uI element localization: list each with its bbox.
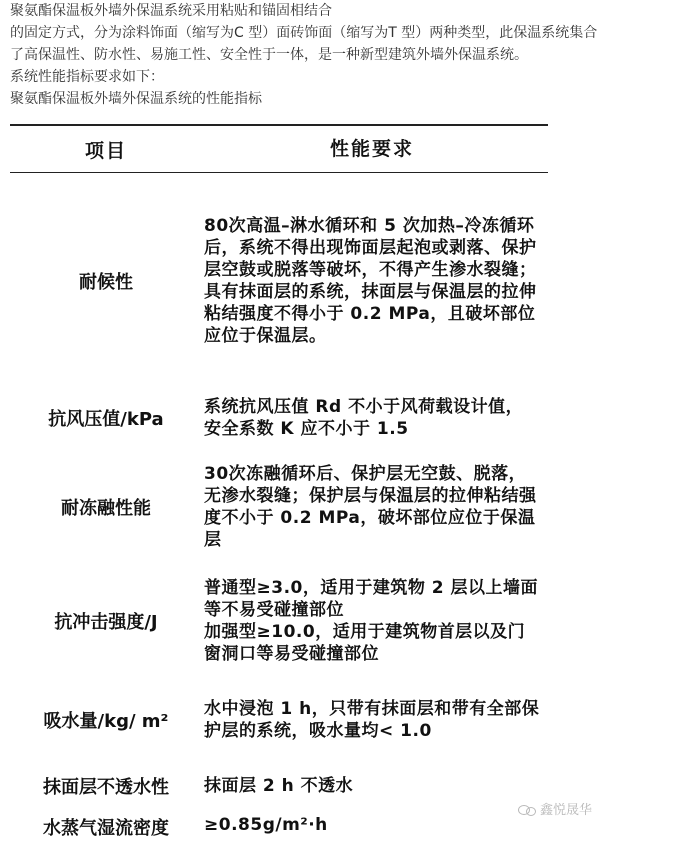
row-requirement: ≥0.85g/m²·h — [204, 815, 328, 835]
table-row — [10, 448, 548, 566]
table-row — [10, 808, 548, 854]
table-row — [10, 764, 548, 808]
row-item: 耐冻融性能 — [61, 498, 151, 519]
table-caption: 聚氨酯保温板外墙外保温系统的性能指标 — [10, 91, 262, 107]
row-requirement: 80次高温–淋水循环和 5 次加热–冷冻循环后，系统不得出现饰面层起泡或剥落、保护层空鼓或脱落等破坏，不得产生渗水裂缝；具有抹面层的系统，抹面层与保温层的拉伸粘结强度不得小于 0.2 MPa，且破坏部位应位于保温层。 — [204, 215, 537, 346]
row-requirement: 抹面层 2 h 不透水 — [204, 776, 354, 796]
row-item: 抗风压值/kPa — [48, 409, 164, 430]
intro-line: 了高保温性、防水性、易施工性、安全性于一体，是一种新型建筑外墙外保温系统。 — [10, 47, 528, 63]
table-row — [10, 566, 548, 676]
watermark — [518, 799, 592, 818]
intro-line: 系统性能指标要求如下： — [10, 69, 164, 85]
row-item: 耐候性 — [79, 271, 133, 293]
performance-table — [10, 124, 548, 854]
table-body — [10, 173, 548, 854]
header-item: 项目 — [84, 139, 127, 162]
row-item: 抗冲击强度/J — [54, 612, 158, 633]
row-requirement: 系统抗风压值 Rd 不小于风荷载设计值，安全系数 K 应不小于 1.5 — [204, 397, 524, 439]
table-row — [10, 173, 548, 388]
table-row — [10, 676, 548, 764]
row-item: 水蒸气湿流密度 — [43, 818, 169, 839]
intro-line: 聚氨酯保温板外墙外保温系统采用粘贴和锚固相结合 — [10, 3, 332, 19]
intro-line: 的固定方式，分为涂料饰面（缩写为C 型）面砖饰面（缩写为T 型）两种类型，此保温系统集合 — [10, 25, 598, 41]
wechat-icon — [518, 803, 536, 815]
row-requirement: 水中浸泡 1 h，只带有抹面层和带有全部保护层的系统，吸水量均< 1.0 — [204, 699, 540, 741]
table-row — [10, 388, 548, 448]
row-requirement: 普通型≥3.0，适用于建筑物 2 层以上墙面等不易受碰撞部位 加强型≥10.0，适用于建筑物首层以及门窗洞口等易受碰撞部位 — [204, 578, 539, 664]
row-item: 吸水量/kg/ m² — [43, 711, 169, 732]
watermark-text: 鑫悦晟华 — [539, 803, 592, 818]
row-requirement: 30次冻融循环后、保护层无空鼓、脱落，无渗水裂缝；保护层与保温层的拉伸粘结强度不小于 0.2 MPa，破坏部位应位于保温层 — [204, 464, 537, 550]
intro-text — [10, 0, 682, 110]
header-requirement: 性能要求 — [329, 138, 414, 160]
row-item: 抹面层不透水性 — [43, 777, 169, 798]
table-header-row — [10, 126, 548, 173]
